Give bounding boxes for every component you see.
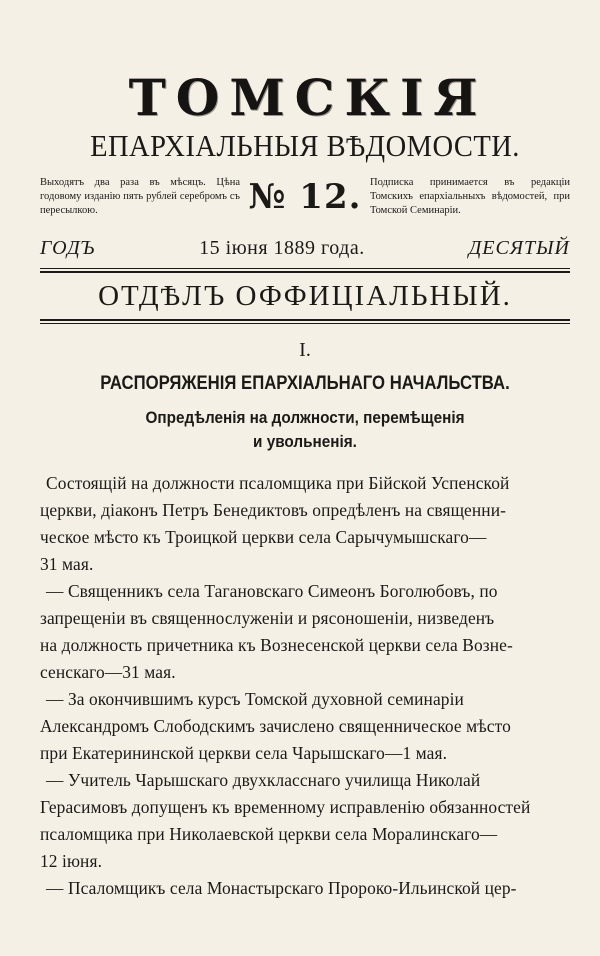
- body-line: церкви, діаконъ Петръ Бенедиктовъ опредѣленъ на священни-: [40, 500, 506, 520]
- body-line: — Священникъ села Тагановскаго Симеонъ Боголюбовъ, по: [46, 581, 498, 601]
- masthead-subtitle: ЕПАРХІАЛЬНЫЯ ВѢДОМОСТИ.: [90, 128, 520, 163]
- dateline-year-ordinal: ДЕСЯТЫЙ: [468, 237, 570, 259]
- body-line: 31 мая.: [40, 554, 94, 574]
- dateline: [40, 236, 570, 260]
- subheading-line: и увольненія.: [253, 432, 357, 451]
- divider-rule: [40, 319, 570, 324]
- body-line: — За окончившимъ курсъ Томской духовной семинаріи: [46, 689, 464, 709]
- section-heading: РАСПОРЯЖЕНІЯ ЕПАРХІАЛЬНАГО НАЧАЛЬСТВА.: [100, 373, 510, 394]
- body-line: ческое мѣсто къ Троицкой церкви села Сарычумышскаго—: [40, 527, 487, 547]
- body-line: псаломщика при Николаевской церкви села Моралинскаго—: [40, 824, 498, 844]
- body-line: 12 іюня.: [40, 851, 103, 871]
- body-line: — Псаломщикъ села Монастырскаго Пророко-Ильинской цер-: [46, 878, 517, 898]
- body-line: сенскаго—31 мая.: [40, 662, 176, 682]
- subscription-info: Подписка принимается въ редакціи Томскихъ епархіальныхъ вѣдомостей, при Томской Семинаріи.: [370, 177, 570, 216]
- body-line: Герасимовъ допущенъ къ временному исправленію обязанностей: [40, 797, 531, 817]
- body-line: запрещеніи въ священнослуженіи и рясоношеніи, низведенъ: [40, 608, 495, 628]
- publication-info: Выходятъ два раза въ мѣсяцъ. Цѣна годовому изданію пять рублей серебромъ съ пересылкою.: [40, 177, 240, 216]
- section-title: ОТДѢЛЪ ОФФИЦІАЛЬНЫЙ.: [98, 280, 512, 312]
- issue-number: № 12.: [248, 177, 362, 217]
- dateline-year-label: ГОДЪ: [40, 237, 96, 259]
- dateline-date: 15 іюня 1889 года.: [199, 237, 365, 259]
- newspaper-page: [40, 70, 570, 902]
- body-line: Состоящій на должности псаломщика при Бійской Успенской: [46, 473, 510, 493]
- masthead-info-row: [40, 172, 570, 222]
- article-body: [40, 470, 570, 902]
- body-line: Александромъ Слободскимъ зачислено священническое мѣсто: [40, 716, 511, 736]
- body-line: на должность причетника къ Вознесенской церкви села Возне-: [40, 635, 513, 655]
- section-subheading: [67, 406, 544, 454]
- section-numeral: I.: [299, 339, 311, 361]
- subheading-line: Опредѣленія на должности, перемѣщенія: [145, 408, 465, 427]
- masthead-title: ТОМСКІЯ: [128, 68, 488, 127]
- masthead: [40, 70, 570, 222]
- body-line: при Екатерининской церкви села Чарышскаго—1 мая.: [40, 743, 448, 763]
- body-line: — Учитель Чарышскаго двухкласснаго училища Николай: [46, 770, 481, 790]
- divider-rule: [40, 268, 570, 273]
